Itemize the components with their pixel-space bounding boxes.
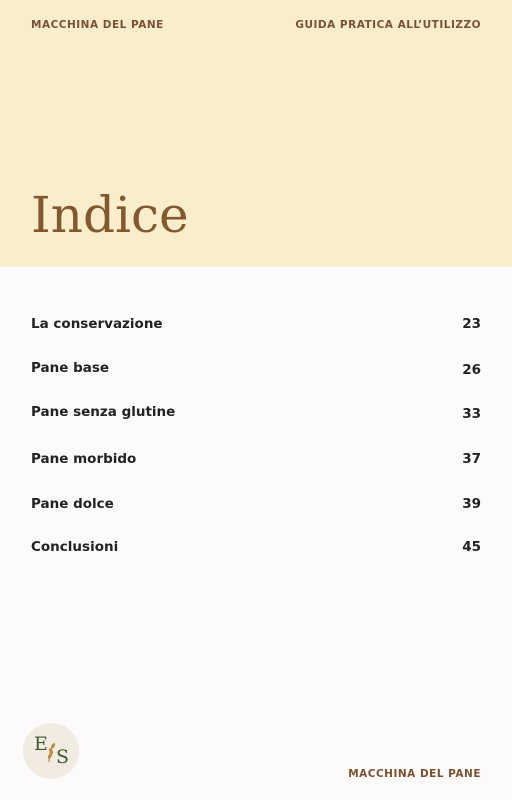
toc-row-pane-dolce[interactable] — [31, 494, 481, 514]
page-title: Indice — [31, 186, 189, 244]
header-doc-subtitle: GUIDA PRATICA ALL’UTILIZZO — [295, 19, 481, 31]
wheat-icon — [46, 740, 56, 764]
toc-row-pane-senza-glutine[interactable] — [31, 402, 481, 422]
toc-label: Pane morbido — [31, 451, 137, 467]
brand-logo — [23, 723, 79, 779]
logo-letter-s: S — [56, 746, 70, 768]
toc-page-number: 23 — [462, 316, 481, 332]
footer-doc-name: MACCHINA DEL PANE — [348, 768, 481, 780]
toc-label: La conservazione — [31, 316, 163, 332]
toc-row-conservazione[interactable] — [31, 314, 481, 334]
toc-page-number: 45 — [462, 539, 481, 555]
toc-row-pane-base[interactable] — [31, 358, 481, 378]
toc-page-number: 33 — [462, 406, 481, 422]
toc-row-conclusioni[interactable] — [31, 537, 481, 557]
toc-label: Conclusioni — [31, 539, 119, 555]
toc-row-pane-morbido[interactable] — [31, 449, 481, 469]
toc-page-number: 39 — [462, 496, 481, 512]
toc-label: Pane dolce — [31, 496, 114, 512]
logo-letter-e: E — [34, 733, 48, 755]
toc-label: Pane base — [31, 360, 110, 376]
header-doc-name: MACCHINA DEL PANE — [31, 19, 164, 31]
toc-page-number: 37 — [462, 451, 481, 467]
toc-page-number: 26 — [462, 362, 481, 378]
toc-label: Pane senza glutine — [31, 404, 176, 420]
